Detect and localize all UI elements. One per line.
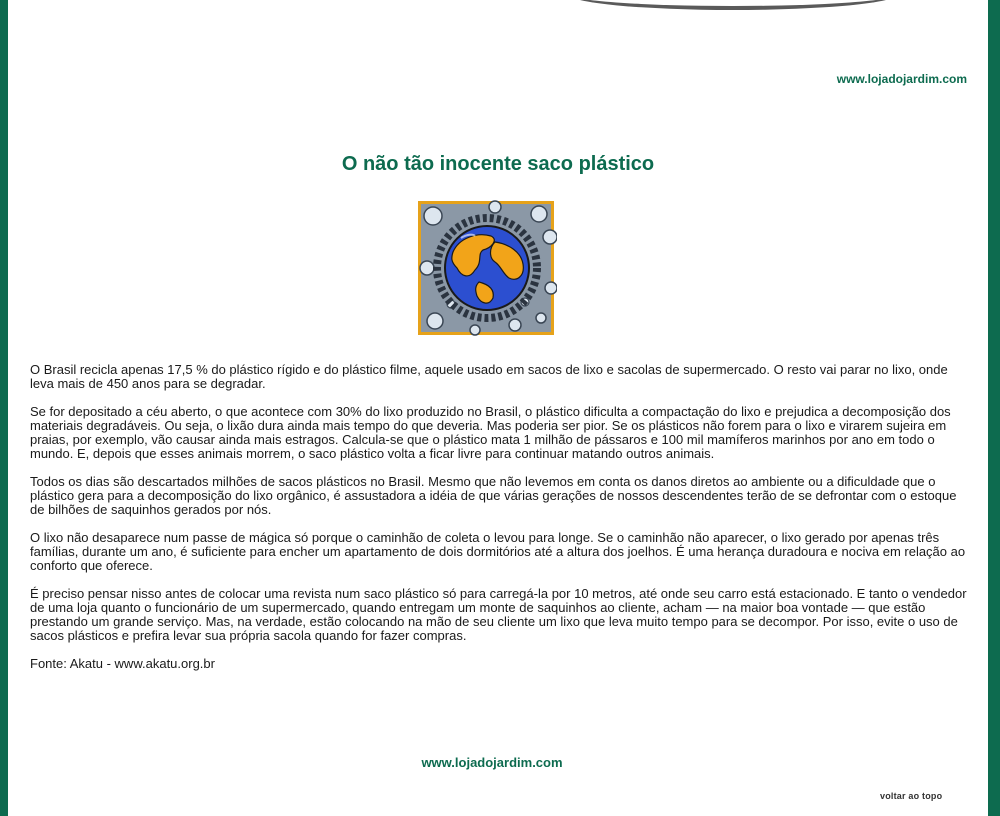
site-link-bottom[interactable]: www.lojadojardim.com [421, 755, 563, 770]
article-paragraph-2: Se for depositado a céu aberto, o que acontece com 30% do lixo produzido no Brasil, o plástico dificulta a compactação do lixo e prejudica a decomposição dos materiais degradáveis. Ou seja, o lixão dura ainda mais tempo do que deveria. Mas poderia ser pior. Se os plásticos não forem para o lixo e virarem sujeira em praias, por exemplo, vão causar ainda mais estragos. Calcula-se que o plástico mata 1 milhão de pássaros e 100 mil mamíferos marinhos por ano em todo o mundo. E, depois que esses animais morrem, o saco plástico volta a ficar livre para continuar matando outros animais. [30, 404, 951, 461]
article-title: O não tão inocente saco plástico [341, 153, 655, 175]
page-container [8, 0, 988, 816]
article-body [30, 363, 967, 685]
back-to-top-link[interactable]: voltar ao topo [880, 791, 943, 801]
article-source: Fonte: Akatu - www.akatu.org.br [30, 656, 215, 671]
article-paragraph-1: O Brasil recicla apenas 17,5 % do plástico rígido e do plástico filme, aquele usado em sacos de lixo e sacolas de supermercado. O resto vai parar no lixo, onde leva mais de 450 anos para se degradar. [30, 362, 948, 391]
site-link-top[interactable]: www.lojadojardim.com [836, 72, 967, 86]
globe-illustration [417, 200, 557, 338]
article-paragraph-3: Todos os dias são descartados milhões de sacos plásticos no Brasil. Mesmo que não levemos em conta os danos diretos ao ambiente ou a dificuldade que o plástico gera para a decomposição do lixo orgânico, é assustadora a idéia de que várias gerações de nossos descendentes terão de se defrontar com o estoque de bilhões de saquinhos gerados por nós. [30, 474, 957, 517]
article-paragraph-4: O lixo não desaparece num passe de mágica só porque o caminhão de coleta o levou para longe. Se o caminhão não aparecer, o lixo gerado por apenas três famílias, durante um ano, é suficiente para encher um apartamento de dois dormitórios até a altura dos joelhos. É uma herança duradoura e nociva em relação ao conforto que oferece. [30, 530, 966, 573]
globe-icon [417, 200, 557, 338]
article-paragraph-5: É preciso pensar nisso antes de colocar uma revista num saco plástico só para carregá-la por 10 metros, até onde seu carro está estacionado. E tanto o vendedor de uma loja quanto o funcionário de um supermercado, quando entregam um monte de saquinhos ao cliente, acham — na maior boa vontade — que estão prestando um grande serviço. Mas, na verdade, estão colocando na mão de seu cliente um lixo que leva muito tempo para se decompor. Por isso, evite o uso de sacos plásticos e prefira levar sua própria sacola quando for fazer compras. [30, 586, 967, 643]
header-decoration [568, 0, 898, 10]
